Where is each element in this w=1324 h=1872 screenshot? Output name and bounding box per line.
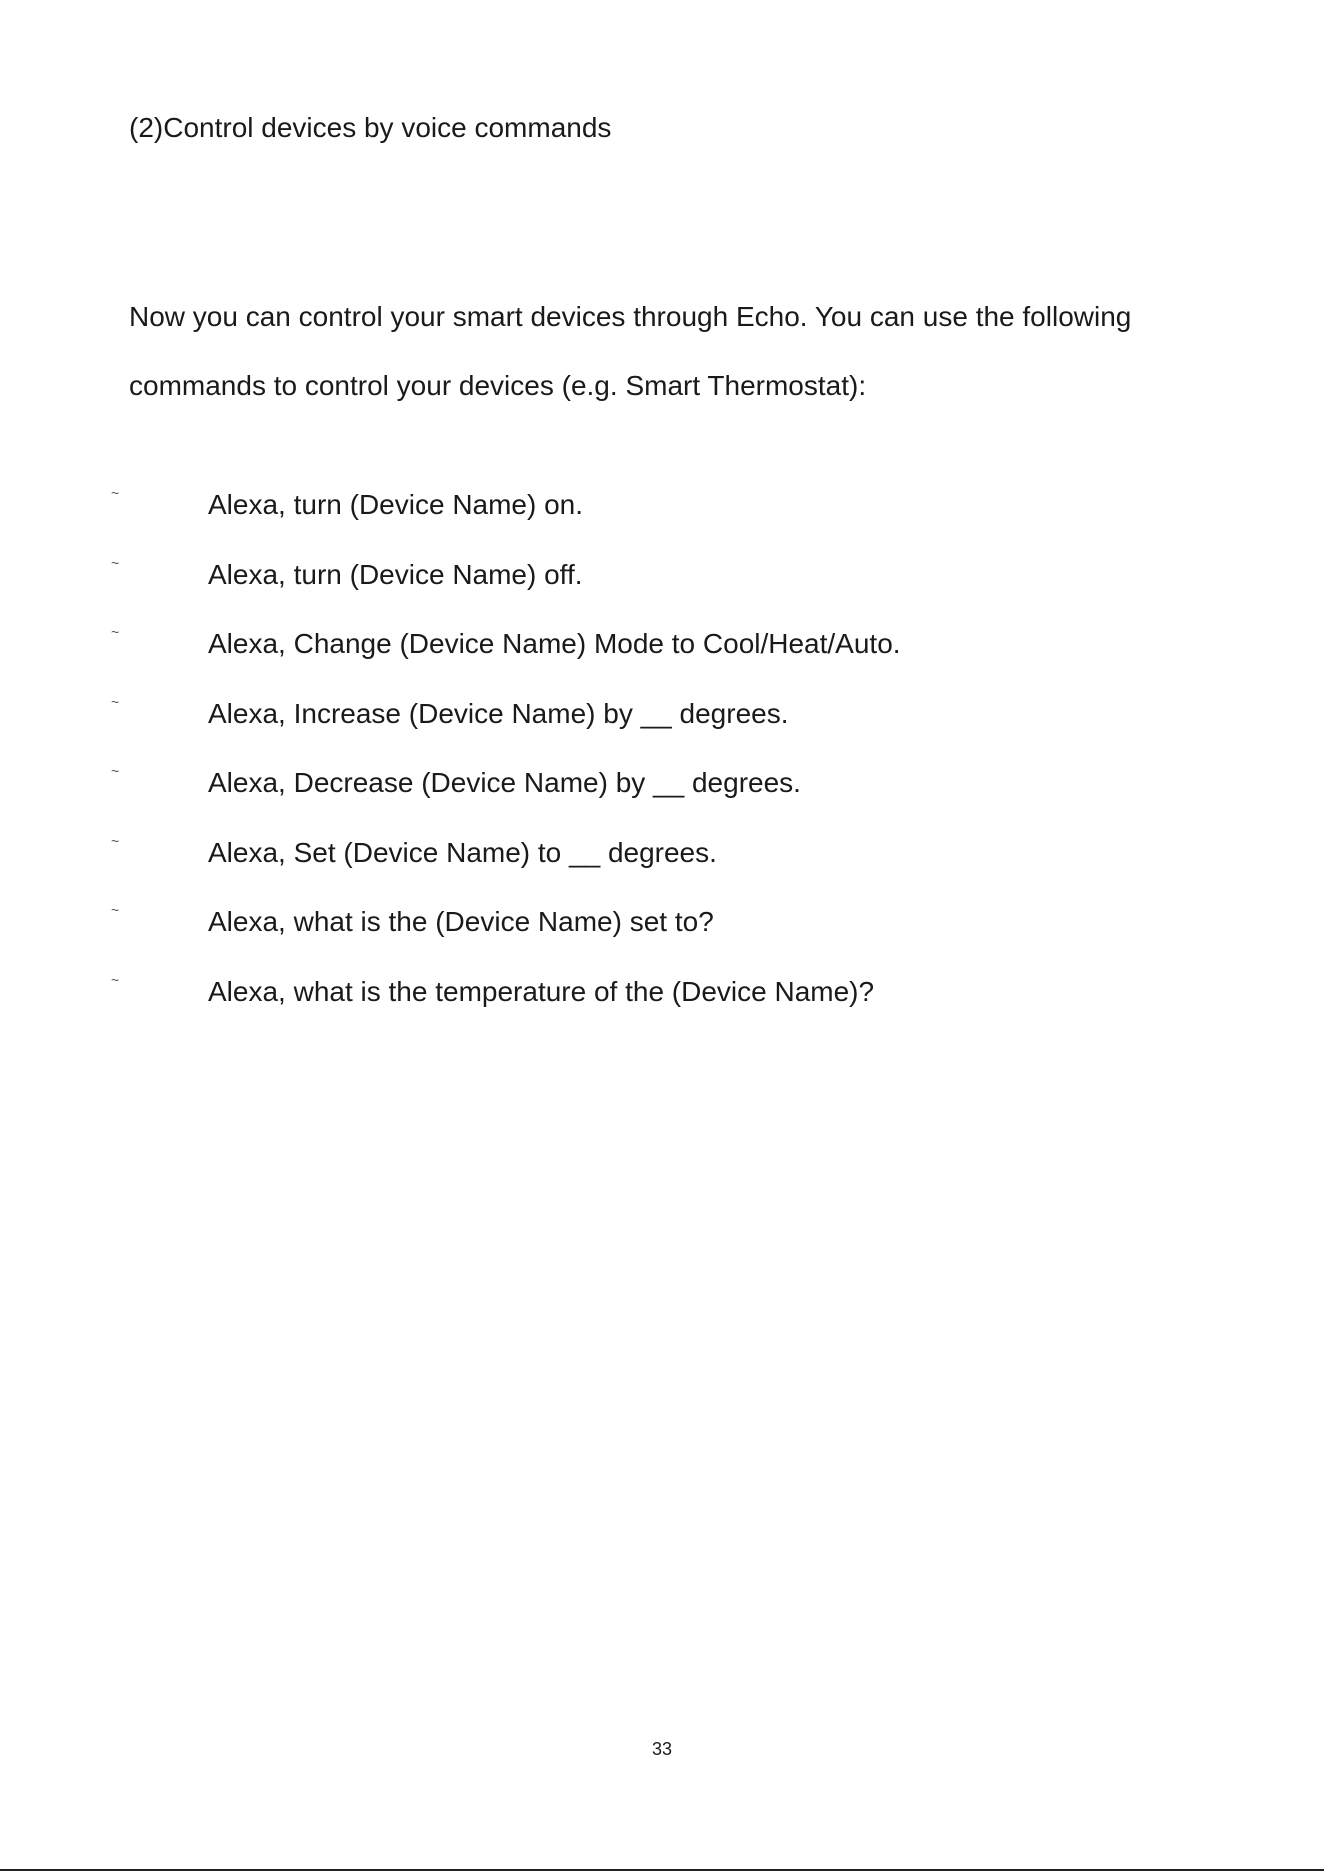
command-text: Alexa, Set (Device Name) to __ degrees. bbox=[208, 836, 717, 868]
command-text: Alexa, Decrease (Device Name) by __ degrees. bbox=[208, 767, 801, 798]
list-item bbox=[0, 555, 1324, 625]
command-text: Alexa, turn (Device Name) off. bbox=[208, 558, 583, 590]
page-bottom-border bbox=[0, 1869, 1324, 1871]
list-item bbox=[0, 833, 1324, 903]
list-item bbox=[0, 694, 1324, 764]
command-text: Alexa, turn (Device Name) on. bbox=[208, 489, 584, 520]
command-text: Alexa, Increase (Device Name) by __ degrees. bbox=[208, 697, 789, 729]
bullet-tilde-icon: ~ bbox=[111, 693, 120, 710]
bullet-tilde-icon: ~ bbox=[111, 485, 120, 501]
section-heading: (2)Control devices by voice commands bbox=[129, 112, 612, 143]
intro-paragraph-line-1: Now you can control your smart devices through Echo. You can use the following bbox=[129, 301, 1132, 332]
intro-paragraph-line-2: commands to control your devices (e.g. Smart Thermostat): bbox=[129, 370, 867, 401]
list-item bbox=[0, 902, 1324, 972]
list-item bbox=[0, 763, 1324, 833]
bullet-tilde-icon: ~ bbox=[111, 624, 120, 640]
bullet-tilde-icon: ~ bbox=[111, 971, 120, 988]
voice-command-list bbox=[0, 485, 1324, 1041]
bullet-tilde-icon: ~ bbox=[111, 832, 120, 849]
page-number: 33 bbox=[651, 1739, 673, 1759]
list-item bbox=[0, 972, 1324, 1042]
list-item bbox=[0, 485, 1324, 555]
bullet-tilde-icon: ~ bbox=[111, 554, 120, 571]
bullet-tilde-icon: ~ bbox=[111, 902, 120, 918]
command-text: Alexa, Change (Device Name) Mode to Cool/Heat/Auto. bbox=[208, 628, 901, 659]
command-text: Alexa, what is the temperature of the (Device Name)? bbox=[208, 975, 875, 1007]
bullet-tilde-icon: ~ bbox=[111, 763, 120, 779]
list-item bbox=[0, 624, 1324, 694]
command-text: Alexa, what is the (Device Name) set to? bbox=[208, 906, 714, 937]
